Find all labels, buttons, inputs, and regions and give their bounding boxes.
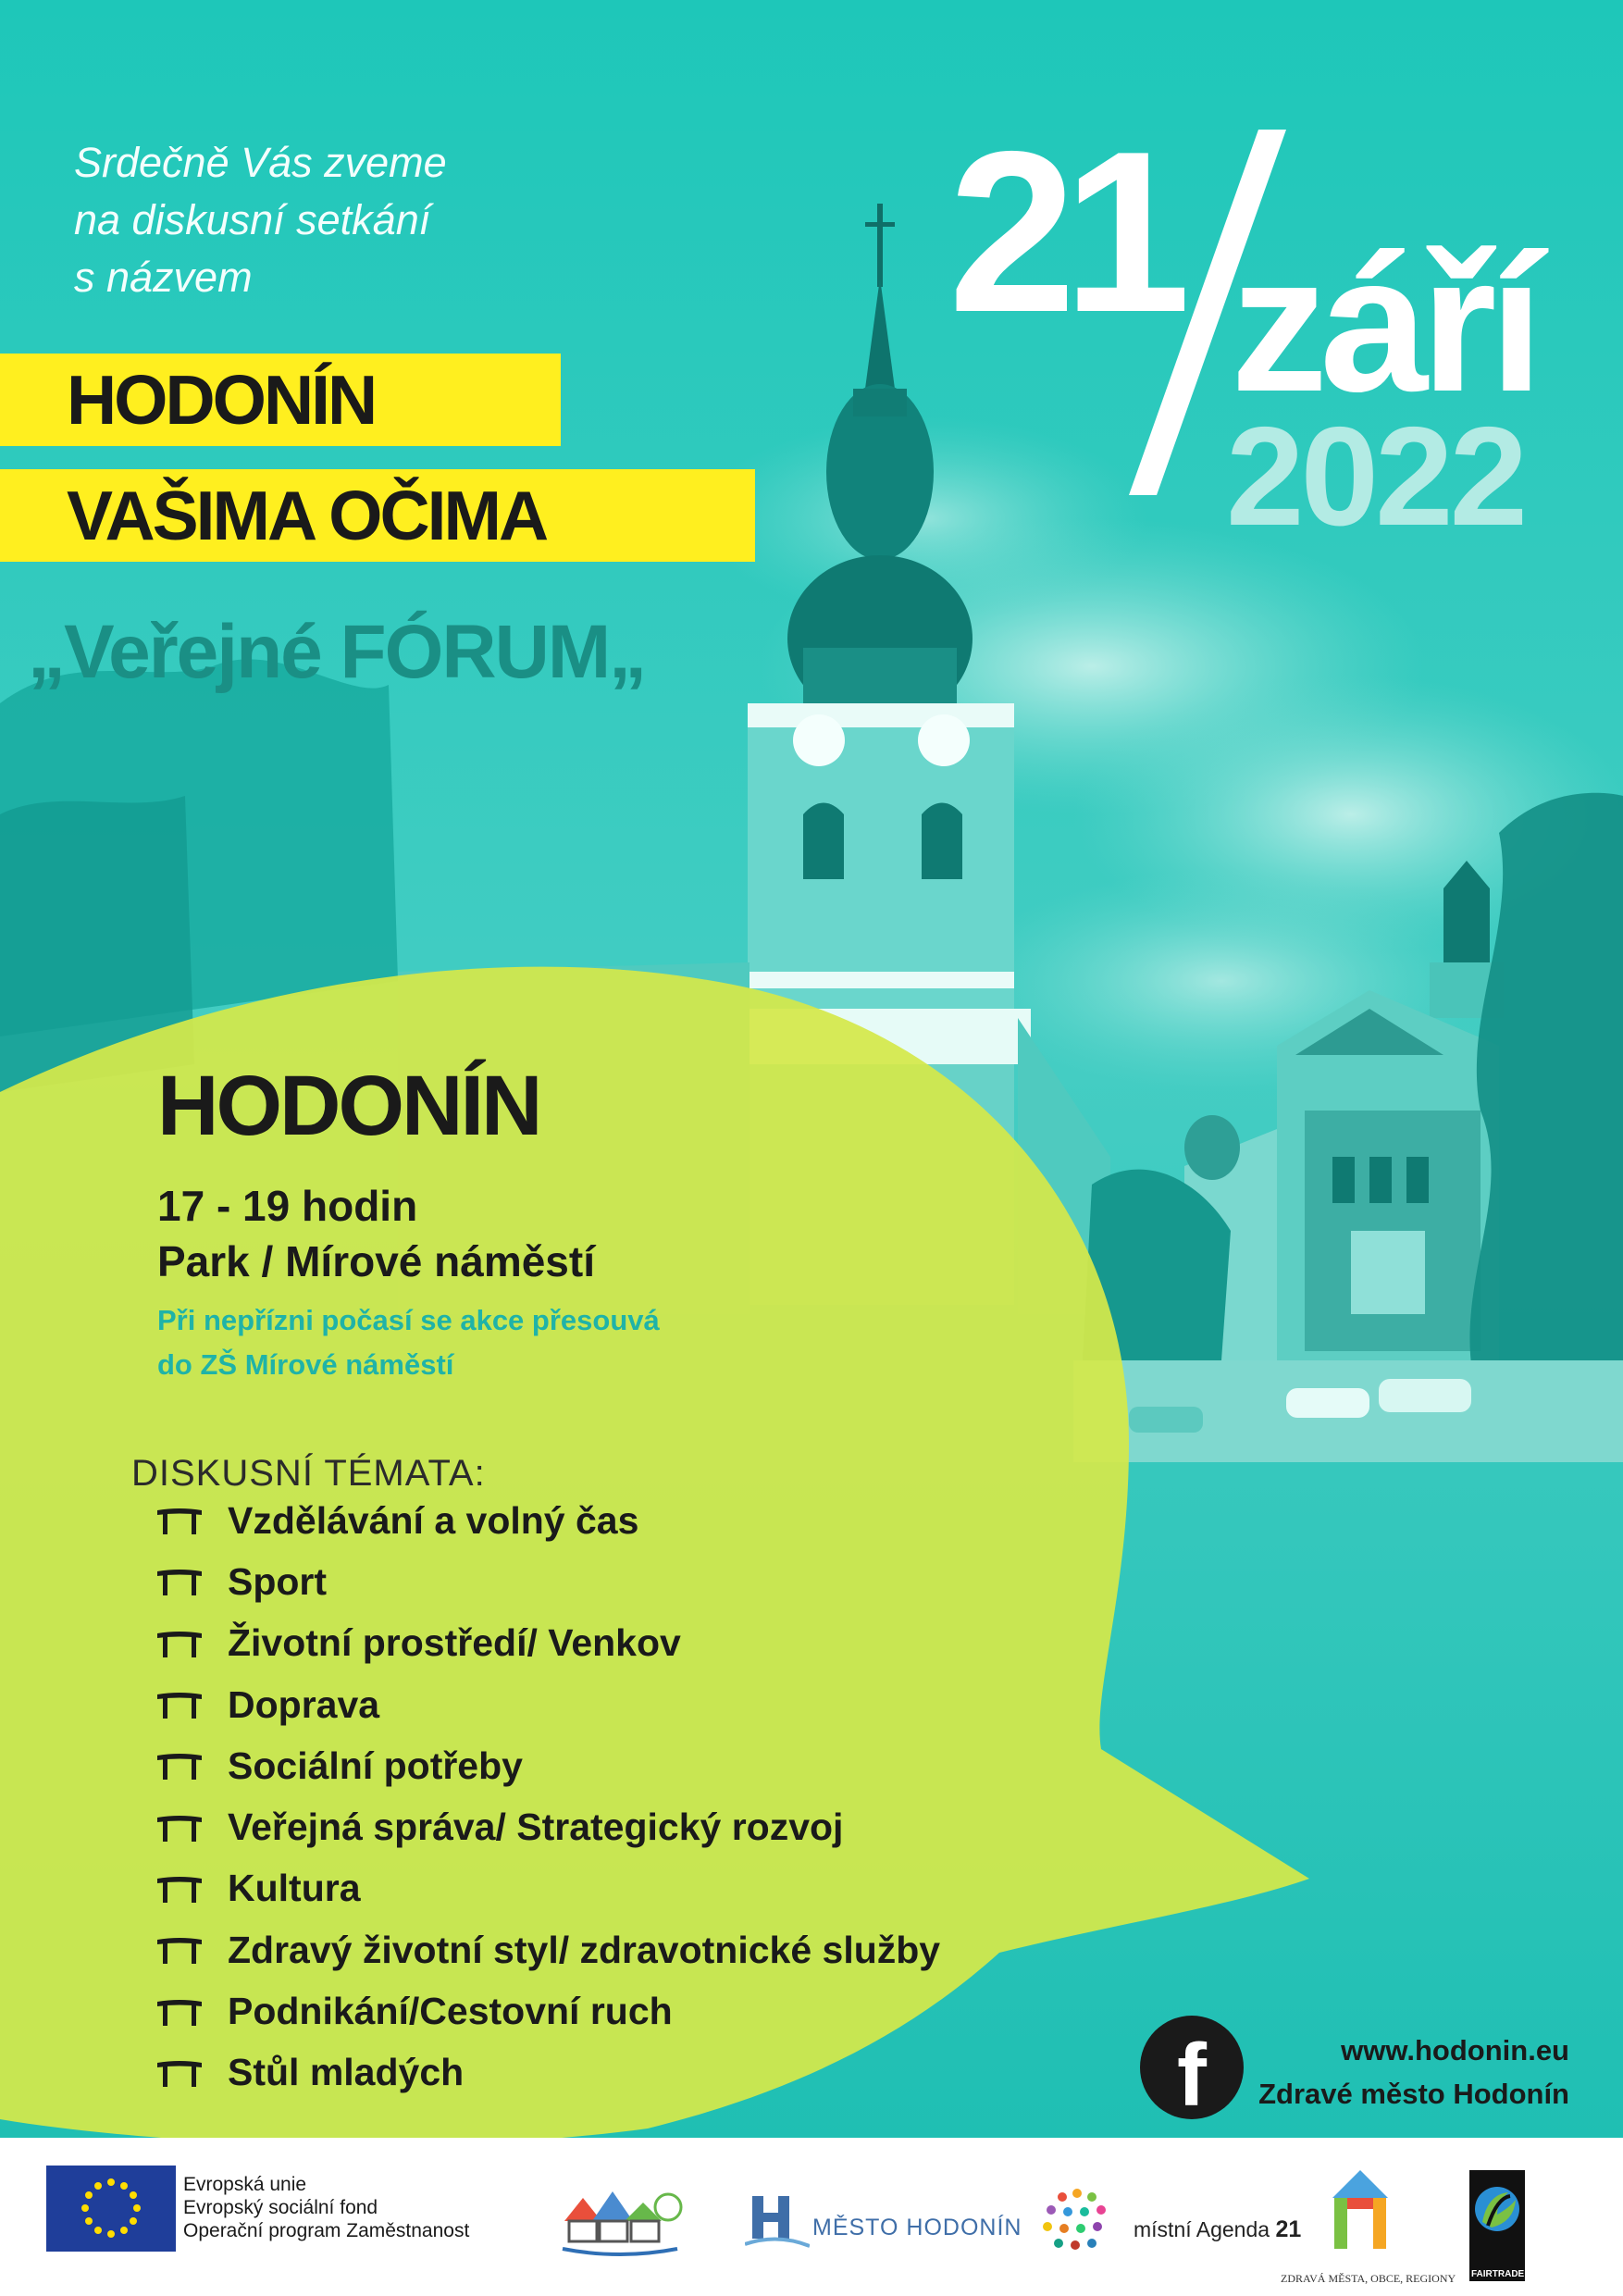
fairtrade-label: FAIRTRADE <box>1471 2269 1525 2279</box>
topic-item: Podnikání/Cestovní ruch <box>155 1980 940 2042</box>
date-year: 2022 <box>1226 398 1525 555</box>
website-link[interactable]: www.hodonin.eu <box>1341 2034 1569 2066</box>
invitation-text: Srdečně Vás zveme na diskusní setkání s názvem <box>74 139 447 301</box>
mesto-hodonin-label: MĚSTO HODONÍN <box>812 2215 1022 2240</box>
agenda-21-label: místní Agenda 21 <box>1134 2216 1302 2242</box>
event-place: Park / Mírové náměstí <box>157 1237 595 1285</box>
forum-subtitle: „Veřejné FÓRUM„ <box>28 610 646 694</box>
title-line-2: VAŠIMA OČIMA <box>0 469 755 562</box>
topic-item: Doprava <box>155 1674 940 1735</box>
zdrave-mesto-hodonin-logo <box>555 2156 685 2258</box>
bad-weather-note: Při nepřízni počasí se akce přesouvá do ZŠ Mírové náměstí <box>157 1304 660 1381</box>
event-hours: 17 - 19 hodin <box>157 1182 418 1230</box>
facebook-page-name: Zdravé město Hodonín <box>1258 2078 1569 2110</box>
table-icon <box>155 1998 204 2026</box>
table-icon <box>155 1568 204 1595</box>
topic-item: Kultura <box>155 1858 940 1919</box>
topics-heading: DISKUSNÍ TÉMATA: <box>131 1453 486 1494</box>
eu-flag-icon <box>46 2166 176 2252</box>
topic-item: Zdravý životní styl/ zdravotnické služby <box>155 1919 940 1980</box>
title-line-1: HODONÍN <box>0 354 561 446</box>
table-icon <box>155 1875 204 1903</box>
agenda-21-logo <box>1035 2184 1127 2258</box>
topics-list <box>155 1490 940 2104</box>
topic-item: Životní prostředí/ Venkov <box>155 1613 940 1674</box>
mesto-hodonin-logo <box>745 2189 810 2253</box>
date-month: září <box>1231 215 1536 432</box>
table-icon <box>155 2059 204 2087</box>
topic-item: Sociální potřeby <box>155 1735 940 1796</box>
event-city: HODONÍN <box>157 1059 540 1153</box>
eu-program-text: Evropská unie Evropský sociální fond Operační program Zaměstnanost <box>183 2174 470 2241</box>
topic-item: Veřejná správa/ Strategický rozvoj <box>155 1796 940 1857</box>
date-day: 21 <box>948 103 1178 360</box>
table-icon <box>155 1814 204 1842</box>
table-icon <box>155 1936 204 1964</box>
topic-item: Sport <box>155 1551 940 1612</box>
zdrava-mesta-label: ZDRAVÁ MĚSTA, OBCE, REGIONY <box>1281 2272 1456 2285</box>
facebook-icon[interactable]: f <box>1140 2016 1244 2119</box>
zdrava-mesta-regiony-logo <box>1323 2161 1397 2263</box>
table-icon <box>155 1691 204 1719</box>
fairtrade-logo <box>1469 2170 1525 2281</box>
table-icon <box>155 1507 204 1534</box>
table-icon <box>155 1630 204 1657</box>
table-icon <box>155 1752 204 1780</box>
topic-item: Vzdělávání a volný čas <box>155 1490 940 1551</box>
topic-item: Stůl mladých <box>155 2042 940 2104</box>
